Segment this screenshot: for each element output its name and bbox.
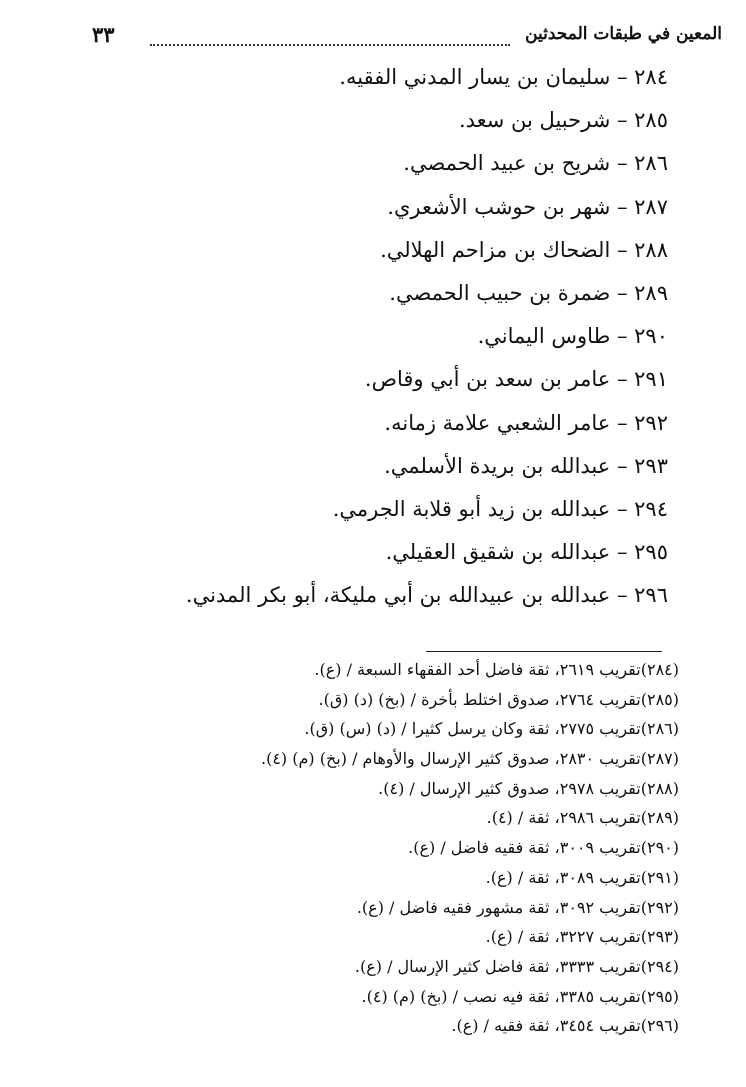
list-item: ٢٩١ – عامر بن سعد بن أبي وقاص. (364, 367, 668, 392)
entry-name: عبدالله بن زيد أبو قلابة الجرمي. (332, 496, 611, 521)
footnote: (٢٨٨)تقريب ٢٩٧٨، صدوق كثير الإرسال / (٤). (378, 778, 679, 798)
list-item: ٢٩٢ – عامر الشعبي علامة زمانه. (384, 410, 668, 435)
entry-name: عبدالله بن شقيق العقيلي. (385, 540, 611, 565)
entry-number: ٢٨٥ (634, 108, 668, 133)
footnote: (٢٩٦)تقريب ٣٤٥٤، ثقة فقيه / (ع). (451, 1016, 679, 1036)
list-item: ٢٩٥ – عبدالله بن شقيق العقيلي. (385, 540, 668, 565)
list-item: ٢٨٩ – ضمرة بن حبيب الحمصي. (389, 280, 668, 305)
entry-name: سليمان بن يسار المدني الفقيه. (339, 65, 611, 89)
header-leader-dots (150, 22, 510, 46)
entry-name: ضمرة بن حبيب الحمصي. (389, 280, 611, 305)
entry-name: عبدالله بن عبيدالله بن أبي مليكة، أبو بكر المدني. (185, 583, 611, 608)
footnote: (٢٩٣)تقريب ٣٢٢٧، ثقة / (ع). (485, 927, 679, 947)
entry-number: ٢٩٦ (634, 583, 668, 608)
narrator-list (148, 57, 668, 618)
entry-number: ٢٨٩ (634, 280, 668, 305)
list-item: ٢٩٣ – عبدالله بن بريدة الأسلمي. (384, 453, 668, 478)
entry-name: الضحاك بن مزاحم الهلالي. (380, 237, 611, 262)
entry-name: شهر بن حوشب الأشعري. (387, 194, 611, 219)
footnote: (٢٨٤)تقريب ٢٦١٩، ثقة فاضل أحد الفقهاء السبعة / (ع). (314, 660, 679, 679)
list-item: ٢٨٨ – الضحاك بن مزاحم الهلالي. (380, 237, 668, 262)
running-title: المعين في طبقات المحدثين (525, 24, 722, 44)
entry-name: عامر بن سعد بن أبي وقاص. (364, 367, 611, 392)
footnote: (٢٩١)تقريب ٣٠٨٩، ثقة / (ع). (485, 867, 679, 887)
entry-name: عبدالله بن بريدة الأسلمي. (384, 453, 611, 478)
footnotes (119, 655, 679, 1041)
entry-number: ٢٨٤ (634, 65, 668, 89)
entry-name: شريح بن عبيد الحمصي. (403, 151, 611, 176)
footnote: (٢٩٥)تقريب ٣٣٨٥، ثقة فيه نصب / (بخ) (م) (٤). (361, 986, 679, 1006)
footnote: (٢٨٦)تقريب ٢٧٧٥، ثقة وكان يرسل كثيرا / (د) (س) (ق). (304, 719, 679, 739)
footnote: (٢٩٤)تقريب ٣٣٣٣، ثقة فاضل كثير الإرسال / (ع). (354, 956, 679, 976)
entry-name: عامر الشعبي علامة زمانه. (384, 410, 611, 435)
entry-name: طاوس اليماني. (477, 324, 611, 349)
footnote: (٢٨٩)تقريب ٢٩٨٦، ثقة / (٤). (486, 808, 679, 828)
entry-number: ٢٨٨ (634, 237, 668, 262)
entry-number: ٢٩٥ (634, 540, 668, 565)
entry-number: ٢٨٧ (634, 194, 668, 219)
list-item: ٢٩٠ – طاوس اليماني. (477, 324, 668, 349)
footnote: (٢٨٥)تقريب ٢٧٦٤، صدوق اختلط بأخرة / (بخ) (د) (ق). (318, 689, 679, 709)
page-number: ٣٣ (92, 22, 115, 47)
entry-number: ٢٩١ (634, 367, 668, 392)
entry-number: ٢٩٠ (634, 324, 668, 349)
list-item: ٢٨٤ – سليمان بن يسار المدني الفقيه. (339, 65, 668, 89)
list-item: ٢٨٧ – شهر بن حوشب الأشعري. (387, 194, 668, 219)
footnote-divider (426, 651, 662, 652)
entry-number: ٢٨٦ (634, 151, 668, 176)
entry-name: شرحبيل بن سعد. (458, 108, 611, 133)
list-item: ٢٨٦ – شريح بن عبيد الحمصي. (403, 151, 668, 176)
entry-number: ٢٩٤ (634, 496, 668, 521)
entry-number: ٢٩٣ (634, 453, 668, 478)
list-item: ٢٩٦ – عبدالله بن عبيدالله بن أبي مليكة، أبو بكر المدني. (185, 583, 668, 608)
page-header (92, 22, 722, 50)
footnote: (٢٩٠)تقريب ٣٠٠٩، ثقة فقيه فاضل / (ع). (408, 838, 679, 858)
entry-number: ٢٩٢ (634, 410, 668, 435)
footnote: (٢٨٧)تقريب ٢٨٣٠، صدوق كثير الإرسال والأوهام / (بخ) (م) (٤). (260, 749, 679, 769)
list-item: ٢٩٤ – عبدالله بن زيد أبو قلابة الجرمي. (332, 496, 668, 521)
list-item: ٢٨٥ – شرحبيل بن سعد. (458, 108, 668, 133)
footnote: (٢٩٢)تقريب ٣٠٩٢، ثقة مشهور فقيه فاضل / (ع). (356, 897, 679, 917)
